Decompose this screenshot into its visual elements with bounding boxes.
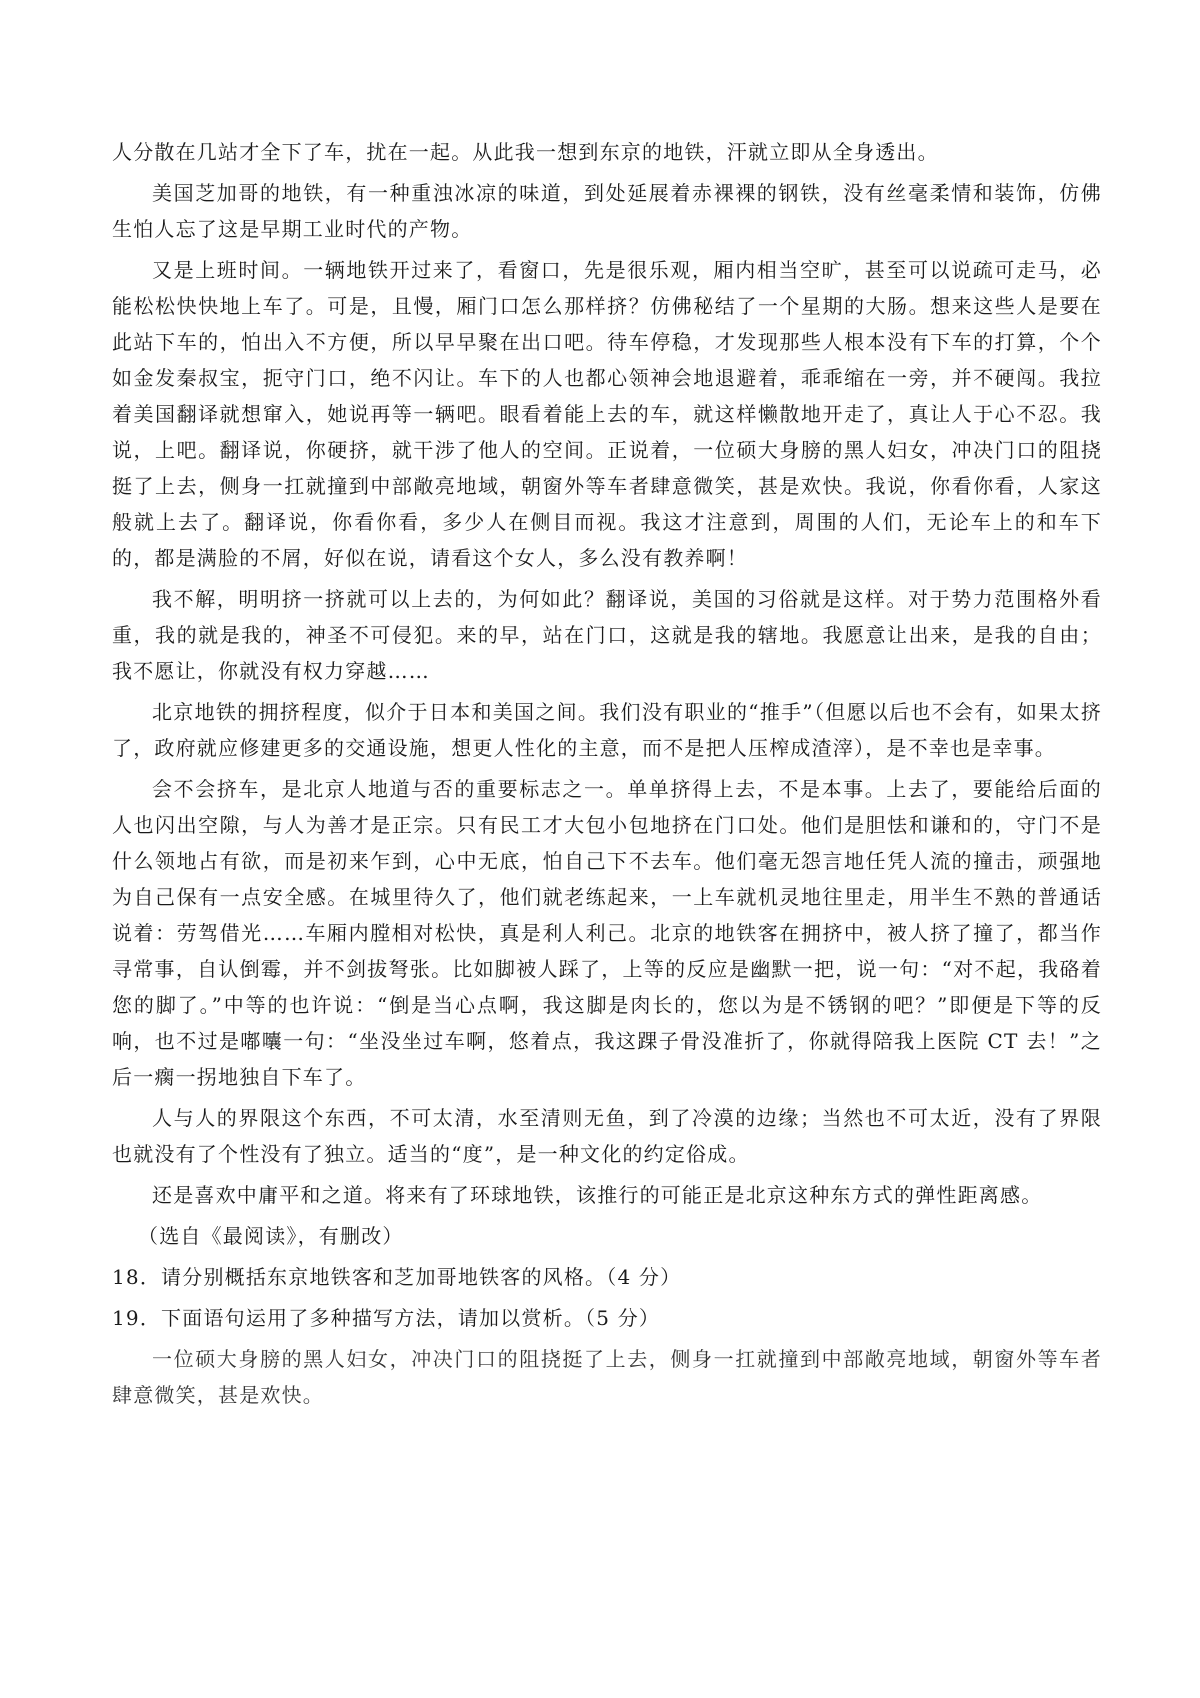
document-page xyxy=(112,134,1102,1418)
article-paragraph-4: 我不解，明明挤一挤就可以上去的，为何如此？翻译说，美国的习俗就是这样。对于势力范围格外看重，我的就是我的，神圣不可侵犯。来的早，站在门口，这就是我的辖地。我愿意让出来，是我的自由；我不愿让，你就没有权力穿越…… xyxy=(112,587,1102,683)
article-paragraph-1: 人分散在几站才全下了车，扰在一起。从此我一想到东京的地铁，汗就立即从全身透出。 xyxy=(112,140,939,164)
article-paragraph-8: 还是喜欢中庸平和之道。将来有了环球地铁，该推行的可能正是北京这种东方式的弹性距离感。 xyxy=(152,1183,1043,1207)
question-19: 19．下面语句运用了多种描写方法，请加以赏析。（5 分） xyxy=(112,1306,661,1330)
article-paragraph-6: 会不会挤车，是北京人地道与否的重要标志之一。单单挤得上去，不是本事。上去了，要能给后面的人也闪出空隙，与人为善才是正宗。只有民工才大包小包地挤在门口处。他们是胆怯和谦和的，守门不是什么领地占有欲，而是初来乍到，心中无底，怕自己下不去车。他们毫无怨言地任凭人流的撞击，顽强地为自己保有一点安全感。在城里待久了，他们就老练起来，一上车就机灵地往里走，用半生不熟的普通话说着：劳驾借光……车厢内膛相对松快，真是利人利己。北京的地铁客在拥挤中，被人挤了撞了，都当作寻常事，自认倒霉，并不剑拔弩张。比如脚被人踩了，上等的反应是幽默一把，说一句：“对不起，我硌着您的脚了。”中等的也许说：“倒是当心点啊，我这脚是肉长的，您以为是不锈钢的吧？”即便是下等的反响，也不过是嘟囔一句：“坐没坐过车啊，悠着点，我这踝子骨没准折了，你就得陪我上医院 CT 去！”之后一瘸一拐地独自下车了。 xyxy=(112,777,1102,1089)
question-18: 18．请分别概括东京地铁客和芝加哥地铁客的风格。（4 分） xyxy=(112,1265,682,1289)
article-paragraph-5: 北京地铁的拥挤程度，似介于日本和美国之间。我们没有职业的“推手”（但愿以后也不会有，如果太挤了，政府就应修建更多的交通设施，想更人性化的主意，而不是把人压榨成渣滓），是不幸也是幸事。 xyxy=(112,700,1102,760)
article-paragraph-3: 又是上班时间。一辆地铁开过来了，看窗口，先是很乐观，厢内相当空旷，甚至可以说疏可走马，必能松松快快地上车了。可是，且慢，厢门口怎么那样挤？仿佛秘结了一个星期的大肠。想来这些人是要在此站下车的，怕出入不方便，所以早早聚在出口吧。待车停稳，才发现那些人根本没有下车的打算，个个如金发秦叔宝，扼守门口，绝不闪让。车下的人也都心领神会地退避着，乖乖缩在一旁，并不硬闯。我拉着美国翻译就想窜入，她说再等一辆吧。眼看着能上去的车，就这样懒散地开走了，真让人于心不忍。我说，上吧。翻译说，你硬挤，就干涉了他人的空间。正说着，一位硕大身膀的黑人妇女，冲决门口的阻挠挺了上去，侧身一扛就撞到中部敞亮地域，朝窗外等车者肆意微笑，甚是欢快。我说，你看你看，人家这般就上去了。翻译说，你看你看，多少人在侧目而视。我这才注意到，周围的人们，无论车上的和车下的，都是满脸的不屑，好似在说，请看这个女人，多么没有教养啊！ xyxy=(112,258,1102,570)
article-paragraph-2: 美国芝加哥的地铁，有一种重浊冰凉的味道，到处延展着赤裸裸的钢铁，没有丝毫柔情和装饰，仿佛生怕人忘了这是早期工业时代的产物。 xyxy=(112,181,1102,241)
article-paragraph-7: 人与人的界限这个东西，不可太清，水至清则无鱼，到了冷漠的边缘；当然也不可太近，没有了界限也就没有了个性没有了独立。适当的“度”，是一种文化的约定俗成。 xyxy=(112,1106,1102,1166)
article-source: （选自《最阅读》，有删改） xyxy=(138,1224,404,1248)
quoted-sentence: 一位硕大身膀的黑人妇女，冲决门口的阻挠挺了上去，侧身一扛就撞到中部敞亮地域，朝窗外等车者肆意微笑，甚是欢快。 xyxy=(112,1347,1102,1407)
